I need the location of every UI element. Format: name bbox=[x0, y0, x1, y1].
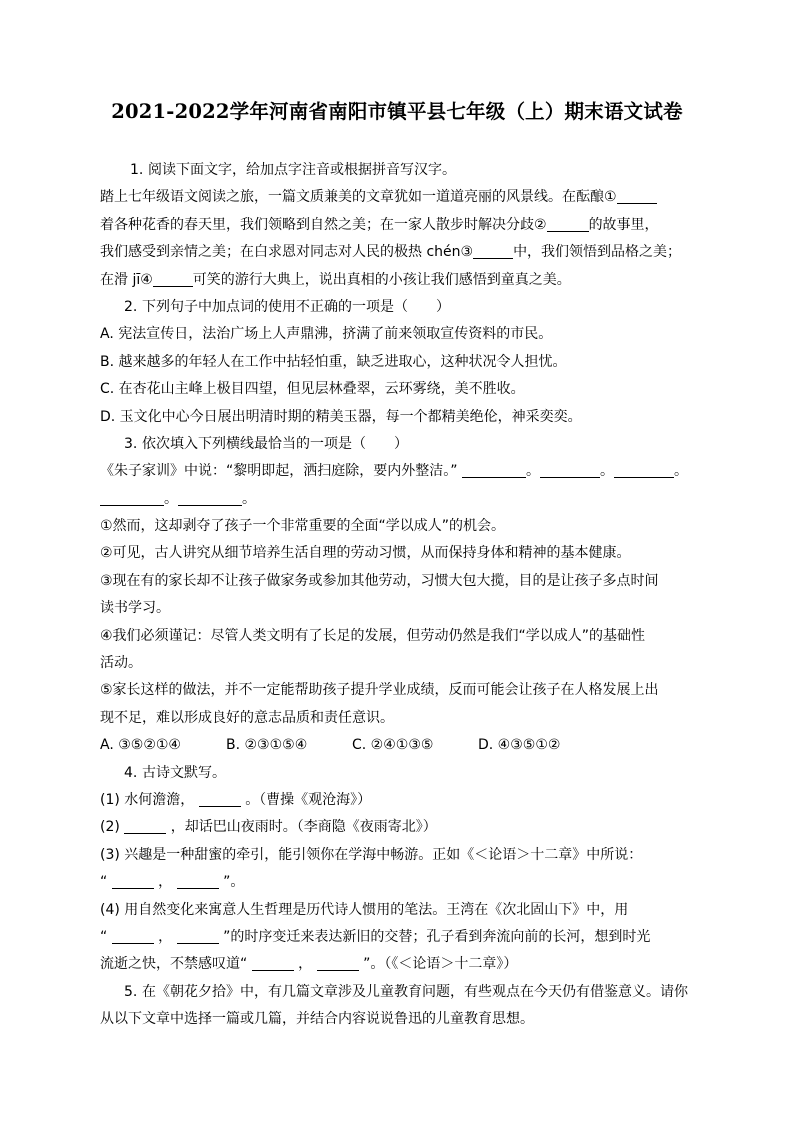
item-text: ”。 bbox=[223, 874, 245, 891]
sentence-5: ⑤家长这样的做法，并不一定能帮助孩子提升学业成绩，反而可能会让孩子在人格发展上出 bbox=[100, 682, 659, 699]
question-3-option-a[interactable]: A. ③⑤②①④ bbox=[100, 737, 181, 754]
sentence-3: ③现在有的家长却不让孩子做家务或参加其他劳动，习惯大包大揽，目的是让孩子多点时间 bbox=[100, 572, 659, 589]
question-4-item-4 bbox=[100, 897, 690, 924]
question-3-prompt bbox=[124, 431, 690, 458]
exam-title: 2021-2022学年河南省南阳市镇平县七年级（上）期末语文试卷 bbox=[111, 100, 683, 123]
passage-text: 中，我们领悟到品格之美； bbox=[513, 244, 682, 261]
question-4-item-4-blanks bbox=[100, 924, 690, 951]
item-text: (1) 水何澹澹， bbox=[100, 791, 195, 808]
question-1-line-1 bbox=[100, 184, 690, 211]
answer-blank[interactable] bbox=[124, 818, 166, 834]
question-1-line-2 bbox=[100, 212, 690, 239]
sentence-1: ①然而，这却剥夺了孩子一个非常重要的全面“学以成人”的机会。 bbox=[100, 518, 506, 535]
item-text: 。（曹操《观沧海》） bbox=[245, 791, 372, 808]
question-3-quote-line: 《朱子家训》中说：“黎明即起，洒扫庭除，要内外整洁。” 。 。 。 bbox=[100, 463, 688, 480]
passage-text: 在滑 jī④ bbox=[100, 271, 153, 288]
question-text: 古诗文默写。 bbox=[142, 764, 226, 781]
question-4-item-3 bbox=[100, 842, 690, 869]
question-5-prompt bbox=[124, 979, 690, 1006]
passage-text: 着各种花香的春天里，我们领略到自然之美；在一家人散步时解决分歧② bbox=[100, 216, 547, 233]
answer-blank[interactable] bbox=[178, 490, 242, 506]
question-number: 3. bbox=[124, 435, 138, 452]
item-text: 流逝之快，不禁感叹道“ bbox=[100, 956, 248, 973]
answer-blank[interactable] bbox=[317, 955, 359, 971]
passage-text: 的故事里， bbox=[588, 216, 659, 233]
question-3-blank-line: 。 。 bbox=[100, 486, 690, 513]
answer-blank[interactable] bbox=[473, 243, 513, 259]
answer-blank[interactable] bbox=[112, 873, 154, 889]
answer-blank[interactable] bbox=[540, 462, 600, 478]
question-2-prompt bbox=[124, 294, 690, 321]
question-2-option-a[interactable]: A. 宪法宣传日，法治广场上人声鼎沸，挤满了前来领取宣传资料的市民。 bbox=[100, 326, 553, 343]
sentence-4: ④我们必须谨记：尽管人类文明有了长足的发展，但劳动仍然是我们“学以成人”的基础性 bbox=[100, 627, 646, 644]
answer-blank[interactable] bbox=[153, 271, 193, 287]
answer-blank[interactable] bbox=[177, 928, 219, 944]
quote-text: 《朱子家训》中说：“黎明即起，洒扫庭除，要内外整洁。” bbox=[100, 463, 458, 480]
question-3-option-c[interactable]: C. ②④①③⑤ bbox=[352, 737, 434, 754]
question-4-item-2 bbox=[100, 814, 690, 841]
question-number: 1. bbox=[130, 162, 144, 178]
answer-blank[interactable] bbox=[177, 873, 219, 889]
item-text: ，却话巴山夜雨时。（李商隐《夜雨寄北》） bbox=[170, 819, 437, 836]
passage-text: 踏上七年级语文阅读之旅，一篇文质兼美的文章犹如一道道亮丽的风景线。在酝酿① bbox=[100, 189, 617, 206]
answer-blank[interactable] bbox=[462, 462, 526, 478]
question-2-option-b[interactable]: B. 越来越多的年轻人在工作中拈轻怕重，缺乏进取心，这种状况令人担忧。 bbox=[100, 353, 567, 370]
item-text: (2) bbox=[100, 819, 120, 836]
question-number: 2. bbox=[124, 298, 138, 315]
question-text: 依次填入下列横线最恰当的一项是（ ） bbox=[142, 435, 408, 452]
sentence-5-cont: 现不足，难以形成良好的意志品质和责任意识。 bbox=[100, 709, 394, 726]
question-1-prompt bbox=[130, 157, 690, 184]
item-text: ， bbox=[298, 956, 313, 973]
question-4-prompt bbox=[124, 760, 690, 787]
question-3-options bbox=[100, 732, 690, 759]
question-3-option-b[interactable]: B. ②③①⑤④ bbox=[226, 737, 308, 754]
question-4-item-4-end bbox=[100, 951, 690, 978]
passage-text: 我们感受到亲情之美；在白求恩对同志对人民的极热 chén③ bbox=[100, 244, 474, 261]
item-text: ， bbox=[158, 928, 173, 945]
item-text: (4) 用自然变化来寓意人生哲理是历代诗人惯用的笔法。王湾在《次北固山下》中，用 bbox=[100, 901, 629, 918]
question-5-prompt-cont: 从以下文章中选择一篇或几篇，并结合内容说说鲁迅的儿童教育思想。 bbox=[100, 1011, 534, 1028]
question-text: 在《朝花夕拾》中，有几篇文章涉及儿童教育问题，有些观点在今天仍有借鉴意义。请你 bbox=[142, 983, 688, 1000]
question-4-item-3-blanks bbox=[100, 869, 690, 896]
question-1-line-4 bbox=[100, 267, 690, 294]
answer-blank[interactable] bbox=[252, 955, 294, 971]
sentence-2: ②可见，古人讲究从细节培养生活自理的劳动习惯，从而保持身体和精神的基本健康。 bbox=[100, 545, 631, 562]
question-4-item-1 bbox=[100, 787, 690, 814]
item-text: ”。（《＜论语＞十二章》） bbox=[363, 956, 518, 973]
answer-blank[interactable] bbox=[614, 462, 674, 478]
passage-text: 可笑的游行大典上，说出真相的小孩让我们感悟到童真之美。 bbox=[192, 271, 571, 288]
item-text: “ bbox=[100, 874, 108, 891]
question-text: 下列句子中加点词的使用不正确的一项是（ ） bbox=[142, 298, 450, 315]
question-2-option-d[interactable]: D. 玉文化中心今日展出明清时期的精美玉器，每一个都精美绝伦，神采奕奕。 bbox=[100, 408, 582, 425]
question-number: 4. bbox=[124, 764, 138, 781]
answer-blank[interactable] bbox=[199, 791, 241, 807]
sentence-4-cont: 活动。 bbox=[100, 655, 142, 672]
item-text: ， bbox=[158, 874, 173, 891]
sentence-3-cont: 读书学习。 bbox=[100, 600, 170, 617]
item-text: ”的时序变迁来表达新旧的交替；孔子看到奔流向前的长河，想到时光 bbox=[223, 928, 651, 945]
question-text: 阅读下面文字，给加点字注音或根据拼音写汉字。 bbox=[148, 162, 456, 178]
answer-blank[interactable] bbox=[112, 928, 154, 944]
answer-blank[interactable] bbox=[100, 490, 164, 506]
answer-blank[interactable] bbox=[547, 216, 589, 232]
item-text: “ bbox=[100, 928, 108, 945]
answer-blank[interactable] bbox=[617, 188, 657, 204]
question-2-option-c[interactable]: C. 在杏花山主峰上极目四望，但见层林叠翠，云环雾绕，美不胜收。 bbox=[100, 381, 525, 398]
question-1-line-3 bbox=[100, 239, 690, 266]
question-3-option-d[interactable]: D. ④③⑤①② bbox=[478, 737, 561, 754]
exam-content bbox=[100, 157, 690, 1034]
question-number: 5. bbox=[124, 983, 138, 1000]
item-text: (3) 兴趣是一种甜蜜的牵引，能引领你在学海中畅游。正如《＜论语＞十二章》中所说： bbox=[100, 846, 643, 863]
